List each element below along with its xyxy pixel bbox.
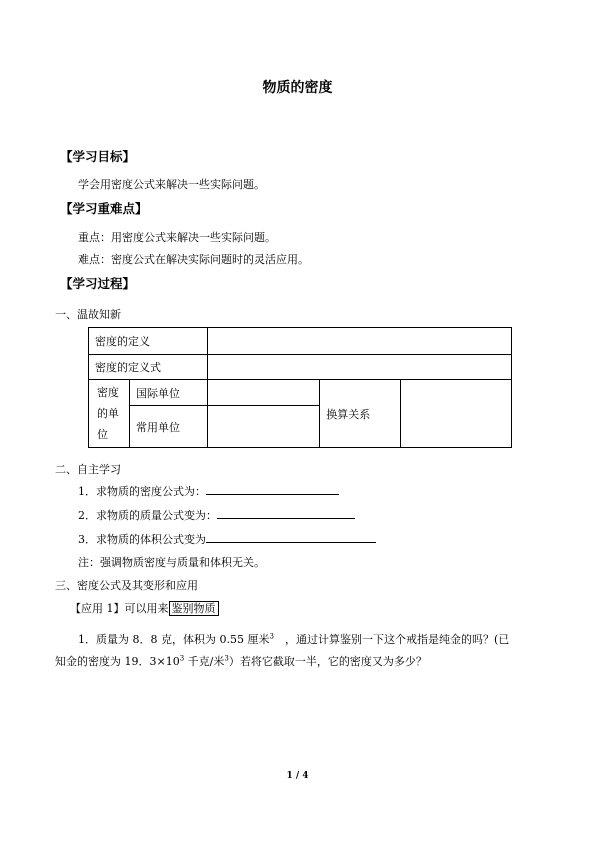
question-2: 2．求物质的质量公式变为： xyxy=(78,507,355,523)
review-table xyxy=(88,327,512,448)
answer-blank-1[interactable] xyxy=(206,493,339,495)
formula-cell xyxy=(208,355,512,380)
intl-unit-cell xyxy=(208,380,320,406)
unit-label: 密度 的单 位 xyxy=(89,380,130,448)
answer-blank-2[interactable] xyxy=(217,517,355,519)
key-heading: 【学习重难点】 xyxy=(60,201,148,216)
intl-unit-label: 国际单位 xyxy=(130,380,208,406)
goal-heading: 【学习目标】 xyxy=(60,149,136,164)
key-point: 重点：用密度公式来解决一些实际问题。 xyxy=(78,231,276,244)
hard-point: 难点：密度公式在解决实际问题时的灵活应用。 xyxy=(78,253,309,266)
question-3: 3．求物质的体积公式变为 xyxy=(78,531,376,547)
common-unit-label: 常用单位 xyxy=(130,406,208,448)
goal-text: 学会用密度公式来解决一些实际问题。 xyxy=(78,178,265,191)
conversion-cell xyxy=(400,380,511,448)
process-heading: 【学习过程】 xyxy=(60,276,136,291)
definition-cell xyxy=(208,328,512,355)
part2-heading: 二、自主学习 xyxy=(55,463,121,476)
page-number: 1 / 4 xyxy=(286,771,309,781)
note: 注：强调物质密度与质量和体积无关。 xyxy=(78,556,265,569)
problem-line-2: 知金的密度为 19．$3\times 10^3$ 千克/米$^3$）若将它截取一半，它的密度又为多少？ xyxy=(55,654,427,668)
conversion-label: 换算关系 xyxy=(320,380,401,448)
problem-line-1: 1．质量为 8．8 克，体积为 0.55 厘米$^3$ ，通过计算鉴别一下这个戒指是纯金的吗？(已 xyxy=(78,632,510,646)
formula-label: 密度的定义式 xyxy=(89,355,208,380)
part1-heading: 一、温故知新 xyxy=(55,308,121,321)
part3-heading: 三、密度公式及其变形和应用 xyxy=(55,579,198,592)
definition-label: 密度的定义 xyxy=(89,328,208,355)
answer-blank-3[interactable] xyxy=(206,541,376,543)
common-unit-cell xyxy=(208,406,320,448)
application-1: 【应用 1】可以用来 鉴别物质 xyxy=(70,600,219,616)
page-title: 物质的密度 xyxy=(262,80,333,96)
boxed-keyword: 鉴别物质 xyxy=(169,601,219,616)
question-1: 1．求物质的密度公式为： xyxy=(78,483,339,499)
